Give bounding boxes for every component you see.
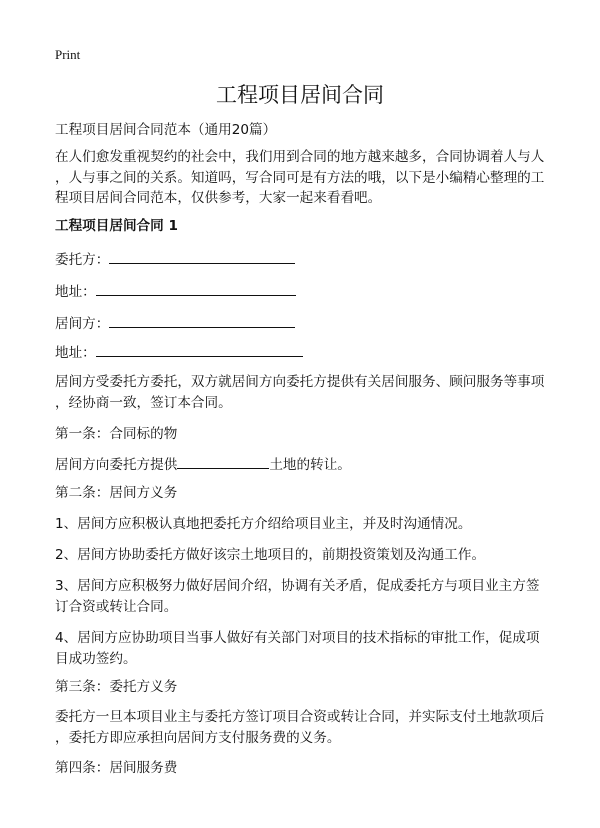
- article2-heading: 第二条：居间方义务: [55, 485, 178, 501]
- article4-heading: 第四条：居间服务费: [55, 760, 178, 776]
- field-label: 地址：: [55, 345, 96, 361]
- text-line: ，委托方即应承担向居间方支付服务费的义务。: [55, 729, 341, 746]
- field-intermediary-address: [55, 342, 303, 364]
- text-line: 委托方一旦本项目业主与委托方签订项目合资或转让合同，并实际支付土地款项后: [55, 709, 545, 725]
- text-line: 4、居间方应协助项目当事人做好有关部门对项目的技术指标的审批工作，促成项: [55, 630, 540, 646]
- article2-item: 2、居间方协助委托方做好该宗土地项目的，前期投资策划及沟通工作。: [55, 547, 486, 563]
- blank-line: [177, 454, 269, 469]
- blank-line: [109, 249, 295, 264]
- article3-heading: 第三条：委托方义务: [55, 679, 178, 695]
- text: 居间方向委托方提供: [55, 457, 178, 473]
- print-link[interactable]: Print: [55, 47, 81, 62]
- field-intermediary: [55, 313, 295, 335]
- text-line: ，人与事之间的关系。知道吗，写合同可是有方法的哦，以下是小编精心整理的工: [55, 169, 545, 186]
- text: 土地的转让。: [269, 457, 351, 473]
- blank-line: [96, 281, 296, 296]
- blank-line: [109, 313, 295, 328]
- article2-item: 1、居间方应积极认真地把委托方介绍给项目业主，并及时沟通情况。: [55, 516, 472, 532]
- text-line: 程项目居间合同范本，仅供参考，大家一起来看看吧。: [55, 190, 382, 206]
- article1-text: [55, 454, 351, 476]
- text-line: 目成功签约。: [55, 650, 137, 667]
- field-client-address: [55, 281, 296, 303]
- field-label: 委托方：: [55, 252, 110, 268]
- preamble-paragraph: [55, 372, 544, 413]
- field-label: 居间方：: [55, 316, 110, 332]
- text-line: 在人们愈发重视契约的社会中，我们用到合同的地方越来越多，合同协调着人与人: [55, 149, 545, 165]
- document-title: 工程项目居间合同: [216, 83, 384, 107]
- document-subtitle: 工程项目居间合同范本（通用20篇）: [55, 122, 277, 138]
- intro-paragraph: [55, 147, 544, 209]
- article2-item: [55, 576, 539, 617]
- field-label: 地址：: [55, 284, 96, 300]
- text-line: ，经协商一致，签订本合同。: [55, 394, 232, 411]
- article3-text: [55, 707, 544, 748]
- field-client: [55, 249, 295, 271]
- text-line: 3、居间方应积极努力做好居间介绍，协调有关矛盾，促成委托方与项目业主方签: [55, 578, 540, 594]
- article2-item: [55, 628, 539, 669]
- section-heading: 工程项目居间合同 1: [55, 218, 178, 234]
- article1-heading: 第一条：合同标的物: [55, 426, 178, 442]
- blank-line: [96, 342, 303, 357]
- text-line: 居间方受委托方委托，双方就居间方向委托方提供有关居间服务、顾问服务等事项: [55, 374, 545, 390]
- text-line: 订合资或转让合同。: [55, 598, 178, 615]
